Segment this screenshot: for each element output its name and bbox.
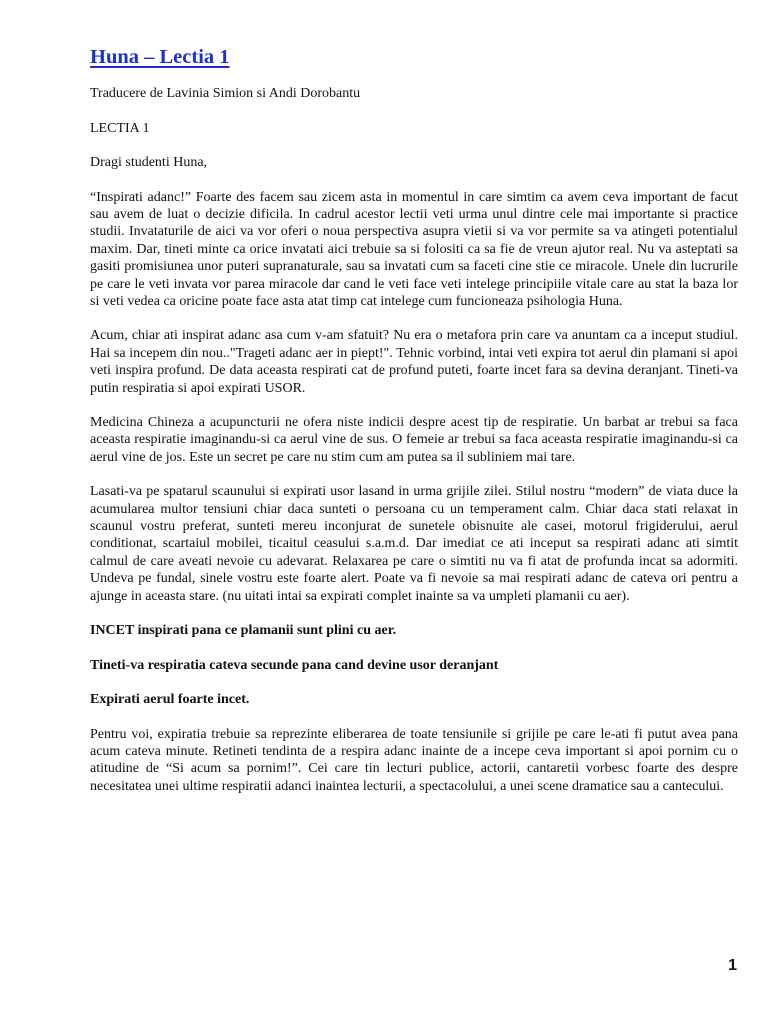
document-title-link[interactable]: Huna – Lectia 1: [90, 46, 230, 68]
instruction-exhale: Expirati aerul foarte incet.: [90, 692, 250, 708]
body-paragraph-4: Lasati-va pe spatarul scaunului si expirati usor lasand in urma grijile zilei. Stilul nostru “modern” de viata duce la acumularea multor tensiuni chiar daca sunteti o persoana cu un temperament calm. Chiar daca stati relaxat in scaunul vostru preferat, sunteti mereu inconjurat de sunetele obisnuite ale casei, motorul frigiderului, aerul conditionat, scartaiul mobilei, ticaitul ceasului s.a.m.d. Dar imediat ce ati inceput sa respirati adanc ati simtit calmul de care aveati nevoie cu adevarat. Relaxarea pe care o simtiti nu va fi atat de profunda incat sa adormiti. Undeva pe fundal, sinele vostru este foarte alert. Poate va fi nevoie sa mai respirati adanc de cateva ori pentru a ajunge in aceasta stare. (nu uitati intai sa expirati complet inainte sa va umpleti plamanii cu aer).: [90, 484, 738, 604]
lesson-heading: LECTIA 1: [90, 120, 150, 136]
closing-paragraph: Pentru voi, expiratia trebuie sa reprezinte eliberarea de toate tensiunile si grijile pe care le-ati fi putut avea pana acum cateva minute. Retineti tendinta de a respira adanc inainte de a incepe ceva important si apoi pornim cu o atitudine de “Si acum sa pornim!”. Cei care tin lecturi publice, actorii, cantaretii vorbesc foarte des despre necesitatea unei ultime respiratii adanci inaintea lecturii, a spectacolului, a unei scene dramatice sau a cantecului.: [90, 726, 738, 794]
greeting: Dragi studenti Huna,: [90, 155, 208, 170]
page-number: 1: [728, 957, 737, 974]
translator-credit: Traducere de Lavinia Simion si Andi Dorobantu: [90, 86, 361, 101]
instruction-inhale: INCET inspirati pana ce plamanii sunt plini cu aer.: [90, 623, 397, 639]
instruction-hold: Tineti-va respiratia cateva secunde pana cand devine usor deranjant: [90, 657, 499, 673]
document-page: [90, 44, 738, 812]
body-paragraph-1: “Inspirati adanc!” Foarte des facem sau zicem asta in momentul in care simtim ca avem ceva important de facut sau avem de luat o decizie dificila. In cadrul acestor lectii veti urma unul dintre cele mai importante si practice studii. Invataturile de aici va vor oferi o noua perspectiva asupra vietii si va vor permite sa va atingeti potentialul maxim. Dar, tineti minte ca orice invatati aici trebuie sa si folositi ca sa fie de vreun ajutor real. Nu va asteptati sa gasiti promisiunea unor puteri supranaturale, sau sa invatati cum sa faceti cine stie ce miracole. Unele din lucrurile pe care le veti invata vor parea miracole dar cand le veti face veti intelege principiile vitale care au stat la baza lor si veti vedea ca oricine poate face asta atat timp cat intelege cum funcioneaza psihologia Huna.: [90, 189, 738, 309]
body-paragraph-2: Acum, chiar ati inspirat adanc asa cum v-am sfatuit? Nu era o metafora prin care va anuntam ca a inceput studiul. Hai sa incepem din nou.."Trageti adanc aer in piept!". Tehnic vorbind, intai veti expira tot aerul din plamani si apoi veti inspira profund. De data aceasta respirati cat de profund puteti, foarte incet fara sa devina deranjant. Tineti-va putin respiratia si apoi expirati USOR.: [90, 328, 738, 396]
body-paragraph-3: Medicina Chineza a acupuncturii ne ofera niste indicii despre acest tip de respiratie. Un barbat ar trebui sa faca aceasta respiratie imaginandu-si ca aerul vine de sus. O femeie ar trebui sa faca aceasta respiratie imaginandu-si ca aerul vine de jos. Este un secret pe care nu stim cum am putea sa il subliniem mai tare.: [90, 414, 738, 465]
